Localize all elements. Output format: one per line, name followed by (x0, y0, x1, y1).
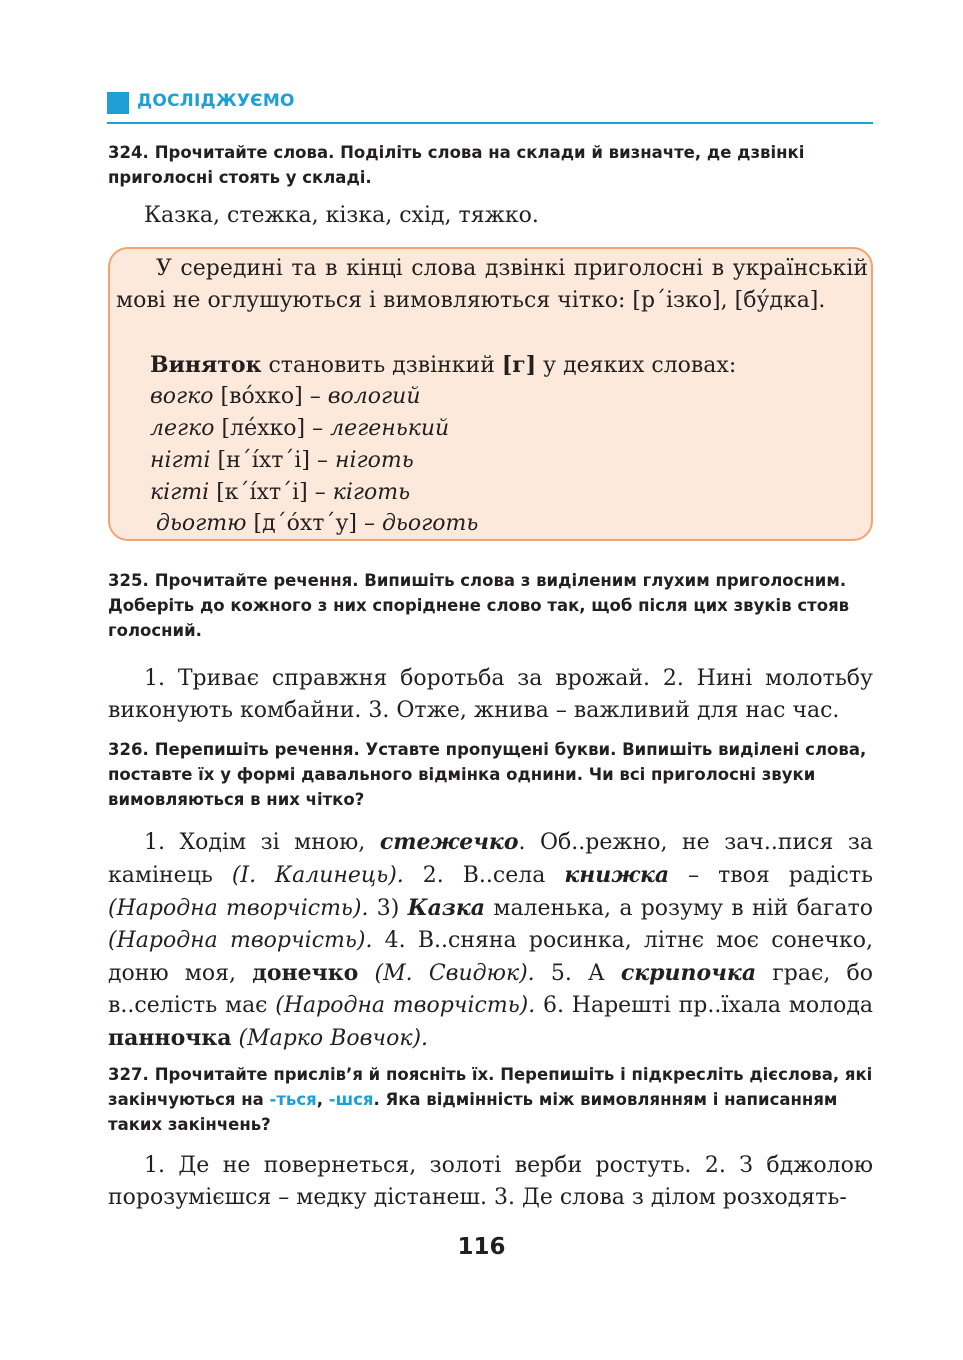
example-line: кігті [к´íхт´і] – кіготь (150, 480, 411, 505)
task-327-body: 1. Де не повернеться, золоті верби ростуть. 2. З бджолою порозумієшся – медку дістанеш. 3. Де слова з ділом розходять- (108, 1153, 873, 1210)
task-326-instruction: 326. Перепишіть речення. Уставте пропущені букви. Випишіть виділені слова, поставте їх у формі давального відмінка однини. Чи всі приголосні звуки вимовляються в них чітко? (108, 740, 867, 809)
task-325-body: 1. Триває справжня боротьба за врожай. 2. Нині молотьбу виконують комбайни. 3. Отже, жнива – важливий для нас час. (108, 666, 873, 723)
ending-highlight: -шся (328, 1090, 374, 1109)
rule-exception: Виняток становить дзвінкий [г] у деяких словах: (150, 352, 737, 378)
example-line: вогко [во́хко] – вологий (150, 384, 421, 409)
rule-paragraph: У середині та в кінці слова дзвінкі приголосні в українській мові не оглушуються і вимовляються чітко: [р´ізко], [бу́дка]. (116, 256, 868, 313)
example-line: легко [ле́хко] – легенький (150, 416, 450, 441)
rule-box (108, 247, 873, 541)
example-line: нігті [н´íхт´і] – ніготь (150, 448, 414, 473)
section-header (107, 88, 873, 124)
ending-highlight: -ться (269, 1090, 317, 1109)
task-text: Прочитайте слова. Поділіть слова на склади й визначте, де дзвінкі приголосні стоять у складі. (108, 143, 805, 187)
task-327-instruction: 327. Прочитайте прислів’я й поясніть їх. Перепишіть і підкресліть дієслова, які закінчуються на -ться, -шся. Яка відмінність між вимовлянням і написанням таких закінчень? (108, 1065, 873, 1134)
task-324-words (108, 200, 873, 232)
words-text: Казка, стежка, кізка, схід, тяжко. (144, 203, 539, 228)
section-title: ДОСЛІДЖУЄМО (137, 91, 295, 111)
section-square-icon (107, 92, 129, 114)
task-324-instruction (108, 140, 873, 190)
page-number: 116 (457, 1234, 506, 1260)
task-326-body: 1. Ходім зі мною, стежечко. Об..режно, не зач..пися за камінець (І. Калинець). 2. В..села книжка – твоя радість (Народна творчість). 3) Казка маленька, а розуму в ній багато (Народна творчість). 4. В..сняна росинка, літнє моє сонечко, доню моя, донечко (М. Свидюк). 5. А скрипочка грає, бо в..селість має (Народна творчість). 6. Нарешті пр..їхала молода панночка (Марко Вовчок). (108, 829, 873, 1051)
task-325-instruction: 325. Прочитайте речення. Випишіть слова з виділеним глухим приголосним. Доберіть до кожного з них споріднене слово так, щоб після цих звуків стояв голосний. (108, 571, 850, 640)
task-number: 324. (108, 143, 149, 162)
example-line: дьогтю [д´óхт´у] – дьоготь (156, 511, 479, 536)
